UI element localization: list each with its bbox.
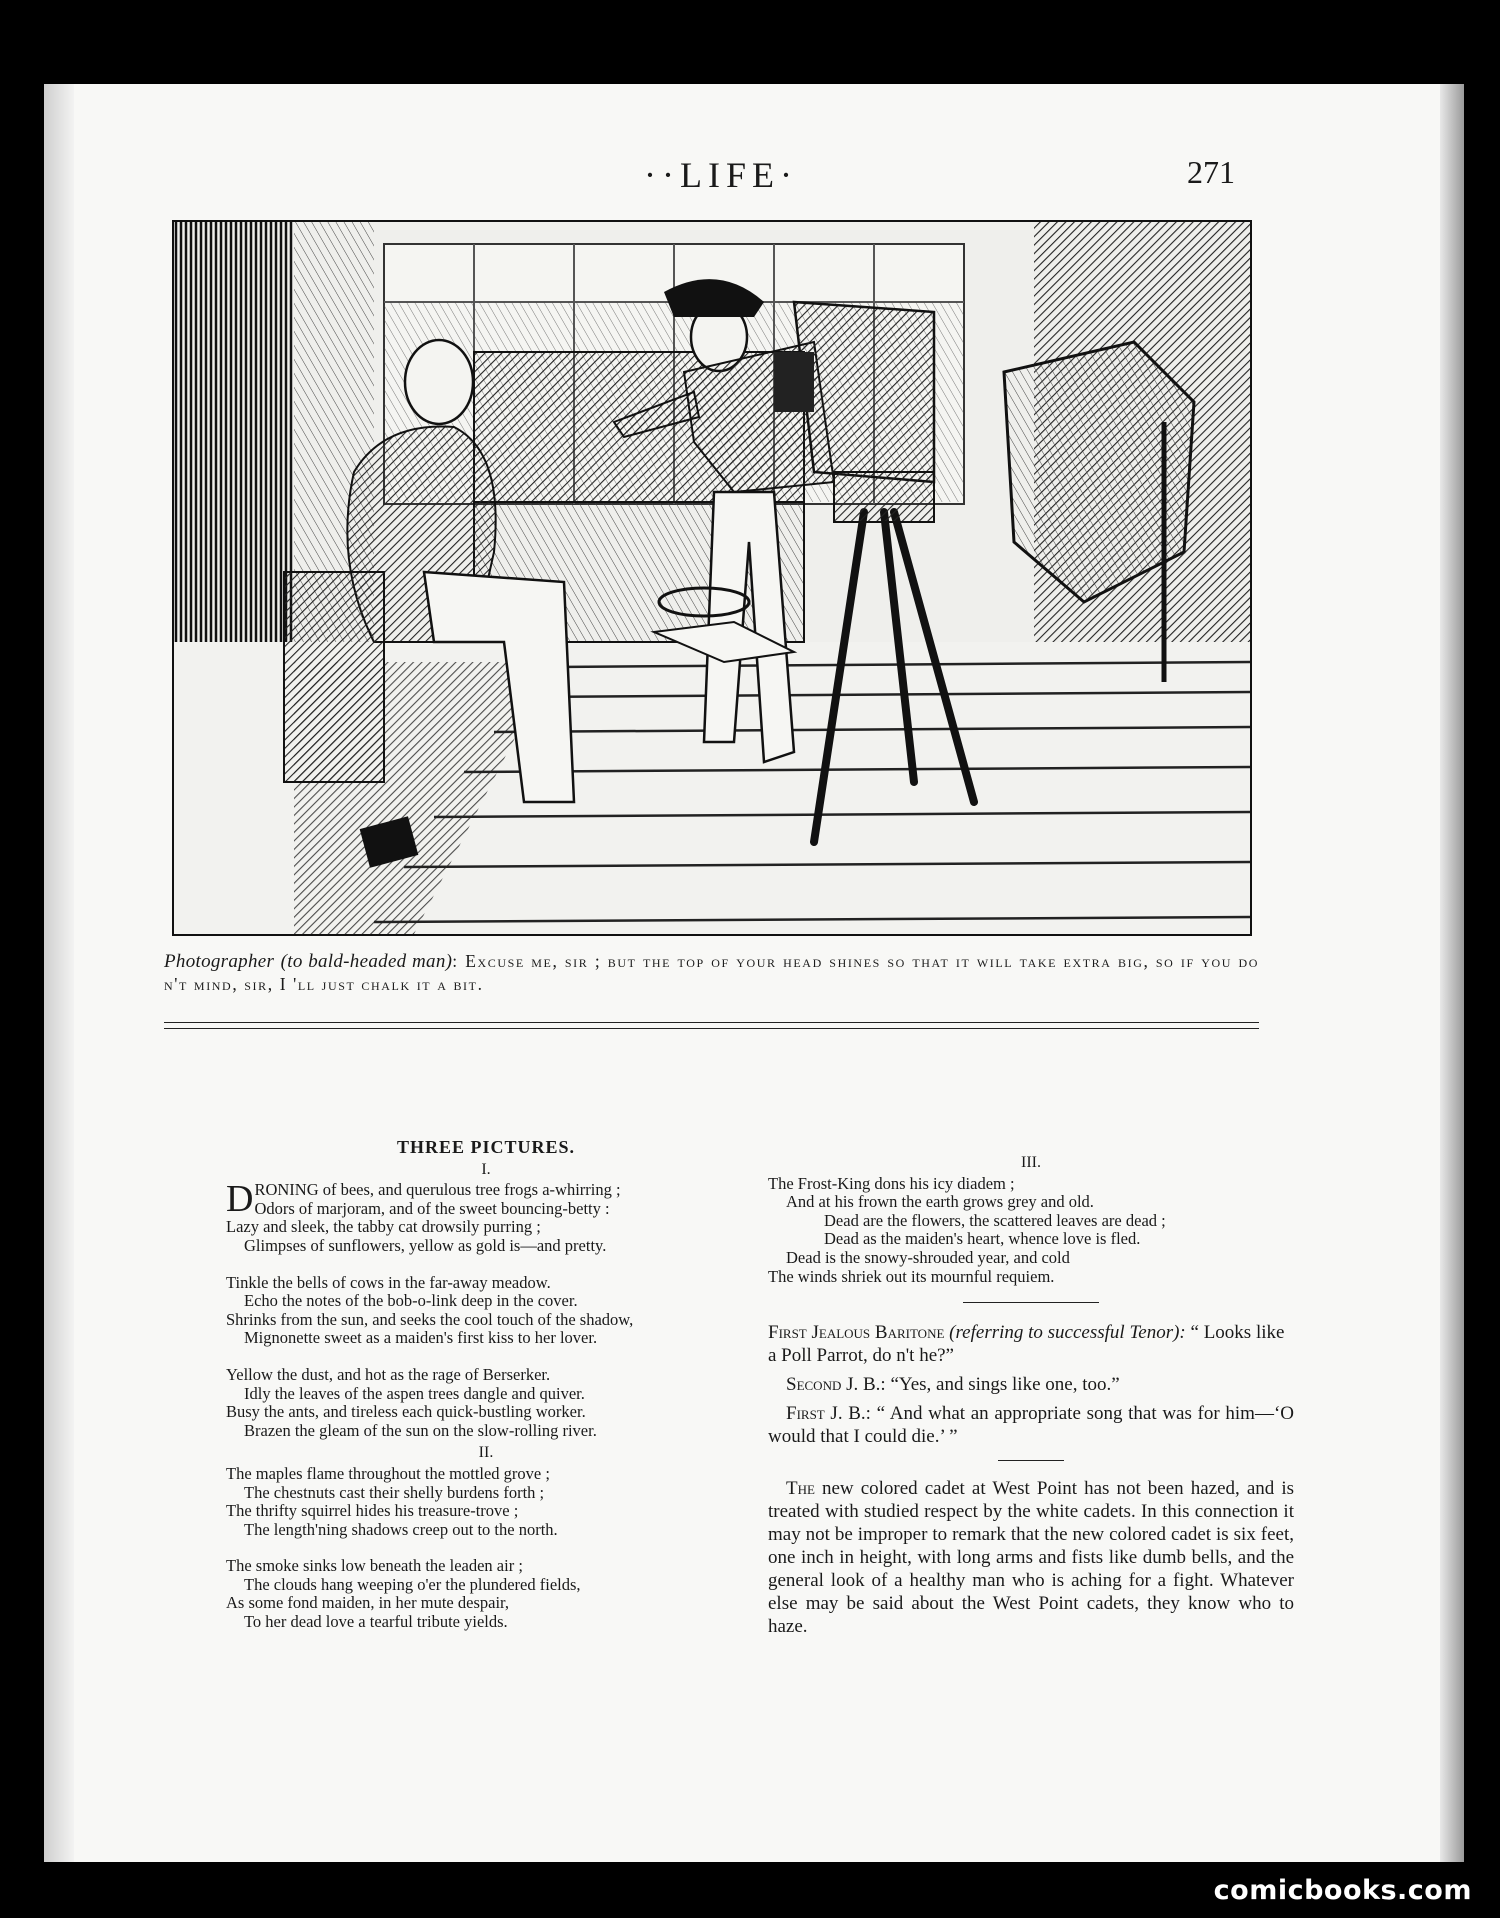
photographer-illustration [172,220,1252,936]
poem-part-numeral: II. [478,1444,494,1462]
poem-line: Odors of marjoram, and of the sweet bouncing-betty : [254,1198,610,1218]
poem-part-numeral: III. [1021,1154,1041,1171]
section-rule [963,1302,1099,1303]
dialogue-text: “Yes, and sings like one, too.” [890,1374,1120,1396]
poem-stanza [226,1366,746,1440]
poem-line: To her dead love a tearful tribute yields. [244,1612,508,1632]
dialogue-speaker: Second J. B.: [786,1374,886,1396]
poem-line: Idly the leaves of the aspen trees dangle and quiver. [244,1383,585,1403]
poem-part-three [768,1154,1294,1286]
caption-colon: : [452,951,459,971]
poem-line: The length'ning shadows creep out to the north. [244,1519,558,1539]
page-edge-shadow [1440,84,1464,1862]
divider-rule-bottom [164,1028,1259,1029]
dialogue-line [768,1402,1294,1448]
baritone-dialogue [768,1321,1294,1448]
poem-part-numeral: I. [481,1160,491,1178]
poem-stanza [226,1178,746,1255]
poem-line: And at his frown the earth grows grey and old. [786,1192,1094,1212]
poem-stanza [226,1557,746,1631]
poem-line: RONING of bees, and querulous tree frogs a-whirring ; [254,1180,621,1200]
illustration-caption [164,950,1259,996]
dialogue-text: “ And what an appropriate song that was for him—‘O would that I could die.’ ” [768,1403,1294,1448]
section-rule [998,1460,1064,1461]
poem-line: The maples flame throughout the mottled grove ; [226,1463,550,1483]
poem-column-left [226,1138,746,1650]
poem-line: Brazen the gleam of the sun on the slow-rolling river. [244,1420,597,1440]
poem-line: Dead as the maiden's heart, whence love is fled. [824,1229,1141,1249]
poem-line: Dead is the snowy-shrouded year, and cold [786,1247,1070,1267]
caption-speaker: Photographer [164,951,275,972]
dialogue-speaker: First J. B.: [786,1403,871,1425]
engraving-drawing [174,222,1250,934]
right-column [768,1150,1294,1638]
poem-line: The clouds hang weeping o'er the plundered fields, [244,1574,581,1594]
dialogue-line [768,1321,1294,1367]
poem-line: Dead are the flowers, the scattered leaves are dead ; [824,1210,1166,1230]
page-number: 271 [1187,154,1235,190]
poem-line: As some fond maiden, in her mute despair, [226,1593,509,1613]
poem-line: Glimpses of sunflowers, yellow as gold is—and pretty. [244,1235,607,1255]
caption-text: Excuse me, sir ; but the top of your head shines so that it will take extra big, so if you do n't mind, sir, I 'll just chalk it a bit. [164,951,1259,994]
poem-line: Yellow the dust, and hot as the rage of Berserker. [226,1364,551,1384]
poem-line: The smoke sinks low beneath the leaden air ; [226,1556,523,1576]
poem-line: Echo the notes of the bob-o-link deep in the cover. [244,1291,578,1311]
poem-title: THREE PICTURES. [396,1137,576,1157]
page-spine-shadow [44,84,74,1862]
dialogue-speaker: First Jealous Baritone [768,1322,945,1344]
poem-stanza [226,1274,746,1348]
dialogue-line [768,1373,1294,1396]
poem-line: The winds shriek out its mournful requiem. [768,1266,1055,1286]
article-lead: The [786,1478,815,1500]
drop-cap: D [226,1178,254,1221]
poem-line: Shrinks from the sun, and seeks the cool touch of the shadow, [226,1309,634,1329]
poem-stanza [226,1465,746,1539]
watermark: comicbooks.com [1213,1875,1472,1906]
cadet-article [768,1477,1294,1638]
magazine-page [44,84,1464,1862]
poem-line: Lazy and sleek, the tabby cat drowsily purring ; [226,1217,541,1237]
poem-line: The thrifty squirrel hides his treasure-trove ; [226,1501,519,1521]
caption-direction: (to bald-headed man) [280,951,453,972]
dialogue-direction: (referring to successful Tenor): [949,1322,1186,1344]
poem-line: The chestnuts cast their shelly burdens forth ; [244,1482,545,1502]
magazine-title: ··LIFE· [644,155,798,195]
poem-line: The Frost-King dons his icy diadem ; [768,1173,1015,1193]
poem-line: Tinkle the bells of cows in the far-away meadow. [226,1272,551,1292]
divider-rule-top [164,1022,1259,1023]
article-text: new colored cadet at West Point has not been hazed, and is treated with studied respect by the white cadets. In this connection it may not be improper to remark that the new colored cadet is six feet, one inch in height, with long arms and fists like dumb bells, and the general look of a healthy man who is aching for a fight. Whatever else may be said about the West Point cadets, they know who to haze. [768,1478,1295,1638]
poem-line: Mignonette sweet as a maiden's first kiss to her lover. [244,1328,598,1348]
poem-line: Busy the ants, and tireless each quick-bustling worker. [226,1402,586,1422]
dialogue-text: “ Looks like a Poll Parrot, do n't he?” [768,1322,1285,1367]
